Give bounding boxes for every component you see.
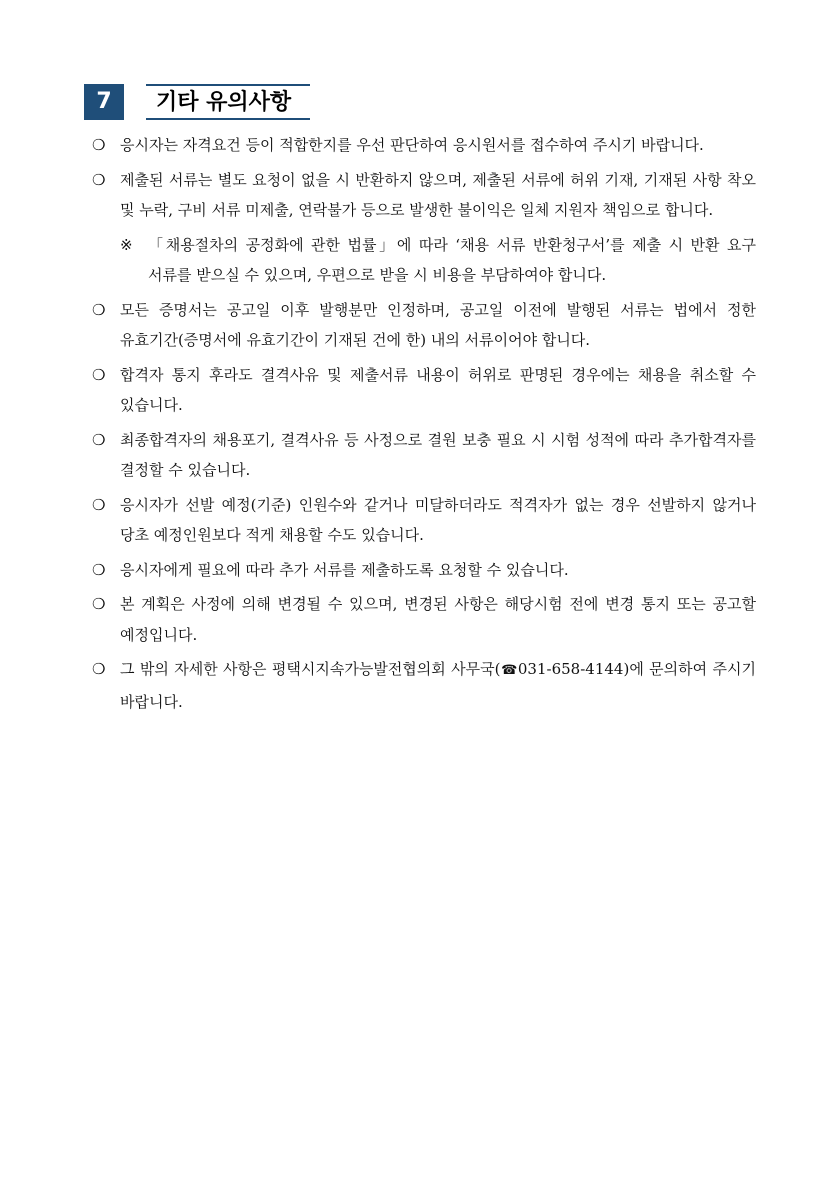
- list-item: [92, 490, 756, 551]
- contact-text-before: 그 밖의 자세한 사항은 평택시지속가능발전협의회 사무국(: [120, 660, 501, 678]
- list-item-text: 응시자가 선발 예정(기준) 인원수와 같거나 미달하더라도 적격자가 없는 경우 선발하지 않거나 당초 예정인원보다 적게 채용할 수도 있습니다.: [120, 495, 756, 544]
- circle-bullet-icon: ❍: [92, 170, 106, 189]
- contact-text-after: )에 문의하여 주시기 바랍니다.: [120, 660, 756, 711]
- list-item: [92, 654, 756, 717]
- circle-bullet-icon: ❍: [92, 595, 106, 613]
- phone-number: 031-658-4144: [517, 660, 624, 678]
- list-item-text: 모든 증명서는 공고일 이후 발행분만 인정하며, 공고일 이전에 발행된 서류는 법에서 정한 유효기간(증명서에 유효기간이 기재된 건에 한) 내의 서류이어야 합니다.: [120, 300, 756, 349]
- list-item: [92, 360, 756, 421]
- list-item: [92, 555, 756, 586]
- list-item: [92, 295, 756, 356]
- list-item: [92, 130, 756, 161]
- list-item-text: 응시자에게 필요에 따라 추가 서류를 제출하도록 요청할 수 있습니다.: [120, 560, 569, 579]
- list-item: [92, 425, 756, 486]
- telephone-icon: ☎: [500, 663, 518, 678]
- list-item-text: 응시자는 자격요건 등이 적합한지를 우선 판단하여 응시원서를 접수하여 주시기 바랍니다.: [120, 136, 704, 154]
- section-header: [84, 84, 314, 120]
- section-number: 7: [84, 84, 124, 120]
- list-item-text: 최종합격자의 채용포기, 결격사유 등 사정으로 결원 보충 필요 시 시험 성적에 따라 추가합격자를 결정할 수 있습니다.: [120, 430, 756, 479]
- circle-bullet-icon: ❍: [92, 300, 106, 319]
- circle-bullet-icon: ❍: [92, 365, 106, 384]
- list-item: [92, 589, 756, 650]
- circle-bullet-icon: ❍: [92, 495, 106, 514]
- list-item-text: 합격자 통지 후라도 결격사유 및 제출서류 내용이 허위로 판명된 경우에는 채용을 취소할 수 있습니다.: [120, 365, 756, 414]
- list-item-text: 본 계획은 사정에 의해 변경될 수 있으며, 변경된 사항은 해당시험 전에 변경 통지 또는 공고할 예정입니다.: [120, 595, 756, 644]
- note-text: 「채용절차의 공정화에 관한 법률」에 따라 ‘채용 서류 반환청구서’를 제출 시 반환 요구 서류를 받으실 수 있으며, 우편으로 받을 시 비용을 부담하여야 합니다.: [148, 235, 756, 284]
- section-title-box: [146, 84, 310, 120]
- circle-bullet-icon: ❍: [92, 430, 106, 449]
- circle-bullet-icon: ❍: [92, 660, 106, 678]
- note-item: [92, 230, 756, 291]
- circle-bullet-icon: ❍: [92, 560, 106, 579]
- circle-bullet-icon: ❍: [92, 136, 106, 154]
- reference-mark-icon: ※: [120, 235, 133, 254]
- section-title: 기타 유의사항: [156, 90, 292, 115]
- list-item-text: 제출된 서류는 별도 요청이 없을 시 반환하지 않으며, 제출된 서류에 허위 기재, 기재된 사항 착오 및 누락, 구비 서류 미제출, 연락불가 등으로 발생한 불이익은 일체 지원자 책임으로 합니다.: [120, 170, 756, 219]
- list-item: [92, 165, 756, 226]
- notice-list: [92, 130, 756, 721]
